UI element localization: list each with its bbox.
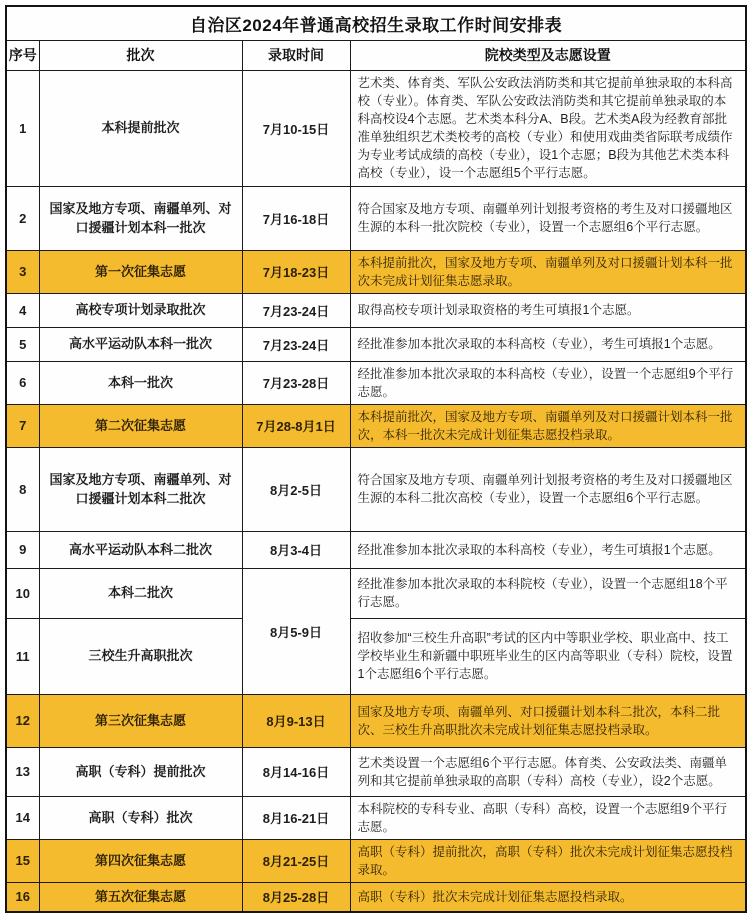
batch-cell: 本科一批次 <box>39 361 242 404</box>
desc-cell: 招收参加“三校生升高职”考试的区内中等职业学校、职业高中、技工学校毕业生和新疆中职班毕业生的区内高等职业（专科）院校，设置1个志愿组6个平行志愿。 <box>350 618 746 694</box>
row-number: 6 <box>6 361 39 404</box>
batch-cell: 第一次征集志愿 <box>39 250 242 293</box>
desc-cell: 国家及地方专项、南疆单列、对口援疆计划本科二批次，本科二批次、三校生升高职批次未完成计划征集志愿投档录取。 <box>350 694 746 747</box>
time-cell: 8月14-16日 <box>242 747 350 796</box>
batch-cell: 高职（专科）批次 <box>39 796 242 839</box>
desc-cell: 高职（专科）批次未完成计划征集志愿投档录取。 <box>350 882 746 912</box>
table-row-highlighted <box>6 882 746 912</box>
column-header-time: 录取时间 <box>242 40 350 70</box>
row-number: 9 <box>6 531 39 568</box>
desc-cell: 符合国家及地方专项、南疆单列计划报考资格的考生及对口援疆地区生源的本科二批次高校（专业），设置一个志愿组6个平行志愿。 <box>350 447 746 531</box>
batch-cell: 国家及地方专项、南疆单列、对口援疆计划本科一批次 <box>39 186 242 250</box>
desc-cell: 本科院校的专科专业、高职（专科）高校，设置一个志愿组9个平行志愿。 <box>350 796 746 839</box>
table-row <box>6 747 746 796</box>
table-row <box>6 186 746 250</box>
row-number: 16 <box>6 882 39 912</box>
column-header-batch: 批次 <box>39 40 242 70</box>
desc-cell: 经批准参加本批次录取的本科院校（专业），设置一个志愿组18个平行志愿。 <box>350 568 746 618</box>
desc-cell: 符合国家及地方专项、南疆单列计划报考资格的考生及对口援疆地区生源的本科一批次院校（专业），设置一个志愿组6个平行志愿。 <box>350 186 746 250</box>
batch-cell: 国家及地方专项、南疆单列、对口援疆计划本科二批次 <box>39 447 242 531</box>
table-row-highlighted <box>6 839 746 882</box>
table-row-highlighted <box>6 694 746 747</box>
row-number: 8 <box>6 447 39 531</box>
time-cell: 7月28-8月1日 <box>242 404 350 447</box>
time-cell: 8月3-4日 <box>242 531 350 568</box>
table-row <box>6 327 746 361</box>
batch-cell: 第二次征集志愿 <box>39 404 242 447</box>
desc-cell: 经批准参加本批次录取的本科高校（专业），考生可填报1个志愿。 <box>350 531 746 568</box>
desc-cell: 经批准参加本批次录取的本科高校（专业），设置一个志愿组9个平行志愿。 <box>350 361 746 404</box>
row-number: 7 <box>6 404 39 447</box>
time-cell: 8月16-21日 <box>242 796 350 839</box>
table-row <box>6 618 746 694</box>
batch-cell: 高职（专科）提前批次 <box>39 747 242 796</box>
column-header-desc: 院校类型及志愿设置 <box>350 40 746 70</box>
time-cell: 8月21-25日 <box>242 839 350 882</box>
desc-cell: 取得高校专项计划录取资格的考生可填报1个志愿。 <box>350 293 746 327</box>
desc-cell: 经批准参加本批次录取的本科高校（专业），考生可填报1个志愿。 <box>350 327 746 361</box>
batch-cell: 第五次征集志愿 <box>39 882 242 912</box>
desc-cell: 本科提前批次，国家及地方专项、南疆单列及对口援疆计划本科一批次，本科一批次未完成计划征集志愿投档录取。 <box>350 404 746 447</box>
row-number: 10 <box>6 568 39 618</box>
time-cell: 8月2-5日 <box>242 447 350 531</box>
admission-schedule-table <box>5 5 747 913</box>
batch-cell: 三校生升高职批次 <box>39 618 242 694</box>
batch-cell: 本科二批次 <box>39 568 242 618</box>
table-row <box>6 531 746 568</box>
time-cell: 8月9-13日 <box>242 694 350 747</box>
row-number: 3 <box>6 250 39 293</box>
title-row <box>6 6 746 40</box>
time-cell: 8月25-28日 <box>242 882 350 912</box>
table-row <box>6 796 746 839</box>
batch-cell: 本科提前批次 <box>39 70 242 186</box>
time-cell-merged: 8月5-9日 <box>242 568 350 694</box>
table-row <box>6 568 746 618</box>
time-cell: 7月18-23日 <box>242 250 350 293</box>
row-number: 15 <box>6 839 39 882</box>
time-cell: 7月23-28日 <box>242 361 350 404</box>
table-row <box>6 70 746 186</box>
row-number: 4 <box>6 293 39 327</box>
desc-cell: 艺术类设置一个志愿组6个平行志愿。体育类、公安政法类、南疆单列和其它提前单独录取的高职（专科）高校（专业），设2个志愿。 <box>350 747 746 796</box>
desc-cell: 高职（专科）提前批次，高职（专科）批次未完成计划征集志愿投档录取。 <box>350 839 746 882</box>
page-title: 自治区2024年普通高校招生录取工作时间安排表 <box>6 6 746 40</box>
table-row-highlighted <box>6 250 746 293</box>
header-row <box>6 40 746 70</box>
table-row <box>6 361 746 404</box>
table-row <box>6 293 746 327</box>
batch-cell: 高水平运动队本科二批次 <box>39 531 242 568</box>
table-row <box>6 447 746 531</box>
time-cell: 7月23-24日 <box>242 327 350 361</box>
row-number: 1 <box>6 70 39 186</box>
row-number: 5 <box>6 327 39 361</box>
row-number: 12 <box>6 694 39 747</box>
column-header-no: 序号 <box>6 40 39 70</box>
time-cell: 7月10-15日 <box>242 70 350 186</box>
batch-cell: 第四次征集志愿 <box>39 839 242 882</box>
row-number: 13 <box>6 747 39 796</box>
row-number: 14 <box>6 796 39 839</box>
row-number: 11 <box>6 618 39 694</box>
desc-cell: 艺术类、体育类、军队公安政法消防类和其它提前单独录取的本科高校（专业）。体育类、军队公安政法消防类和其它提前单独录取的本科高校设4个志愿。艺术类本科分A、B段。艺术类A段为经教育部批准单独组织艺术类校考的高校（专业）和使用戏曲类省际联考成绩作为专业考试成绩的高校（专业），设1个志愿；B段为其他艺术类本科高校（专业），设一个志愿组5个平行志愿。 <box>350 70 746 186</box>
time-cell: 7月16-18日 <box>242 186 350 250</box>
batch-cell: 第三次征集志愿 <box>39 694 242 747</box>
row-number: 2 <box>6 186 39 250</box>
batch-cell: 高水平运动队本科一批次 <box>39 327 242 361</box>
batch-cell: 高校专项计划录取批次 <box>39 293 242 327</box>
desc-cell: 本科提前批次，国家及地方专项、南疆单列及对口援疆计划本科一批次未完成计划征集志愿录取。 <box>350 250 746 293</box>
time-cell: 7月23-24日 <box>242 293 350 327</box>
table-row-highlighted <box>6 404 746 447</box>
